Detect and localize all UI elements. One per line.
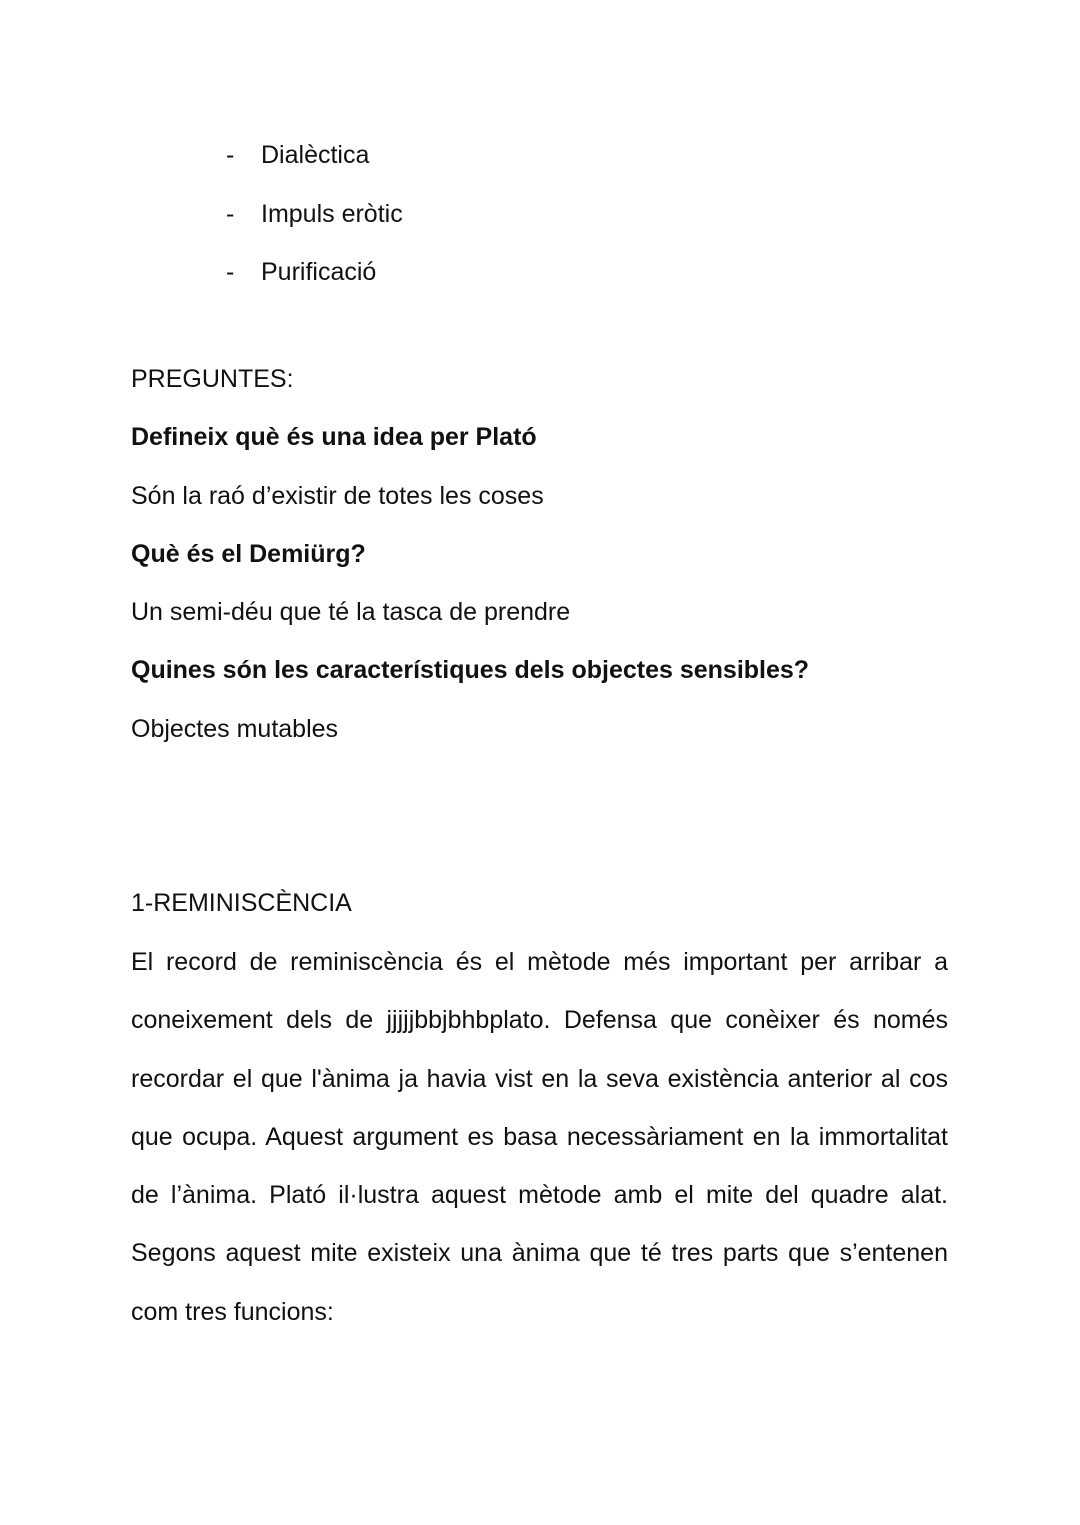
answer: Objectes mutables [131,714,339,743]
questions-section [131,350,948,758]
list-item-text: Dialèctica [261,141,370,169]
section-paragraph: El record de reminiscència és el mètode més important per arribar a coneixement dels de jjjjjbbjbhbplato. Defensa que conèixer és només recordar el que l'ànima ja havia vist en la seva existència anterior al cos que ocupa. Aquest argument es basa necessàriament en la immortalitat de l’ànima. Plató il·lustra aquest mètode amb el mite del quadre alat. Segons aquest mite existeix una ànima que té tres parts que s’entenen com tres funcions: [131,948,948,1326]
questions-heading: PREGUNTES: [131,365,294,393]
list-item-text: Purificació [261,258,377,286]
list-marker: - [226,199,235,228]
method-list [226,126,403,302]
list-item [226,126,403,185]
list-item [226,243,403,302]
answer: Un semi-déu que té la tasca de prendre [131,598,571,627]
list-item-text: Impuls eròtic [261,199,403,228]
question: Defineix què és una idea per Plató [131,423,537,452]
list-marker: - [226,141,235,169]
list-marker: - [226,258,235,286]
question: Quines són les característiques dels objectes sensibles? [131,656,810,685]
question: Què és el Demiürg? [131,539,366,568]
list-item [226,185,403,244]
section-title: 1-REMINISCÈNCIA [131,889,352,917]
answer: Són la raó d’existir de totes les coses [131,481,544,510]
